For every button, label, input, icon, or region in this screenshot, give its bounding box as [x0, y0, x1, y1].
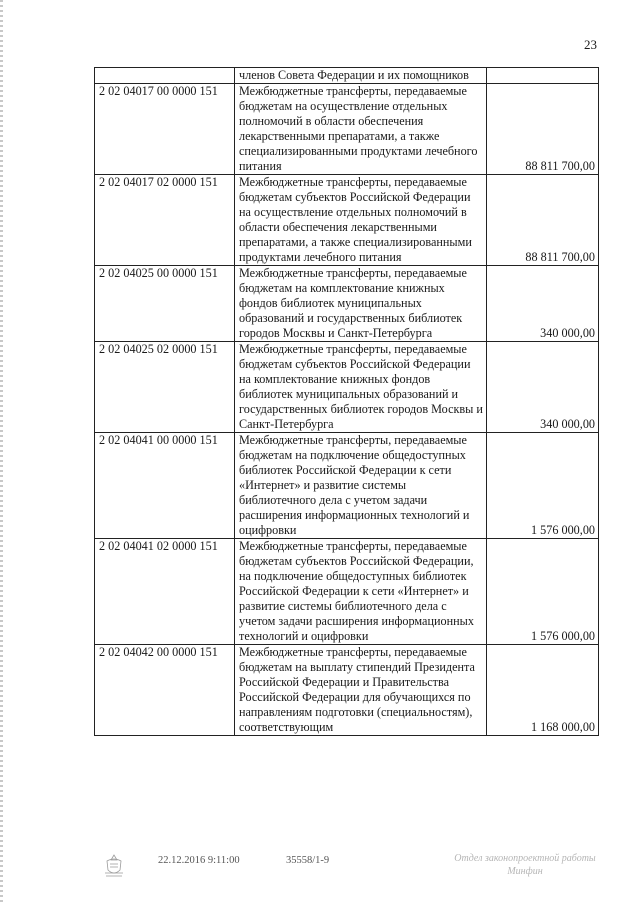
watermark-stamp [450, 852, 600, 878]
table-row [95, 175, 599, 266]
footer-doc-number: 35558/1-9 [286, 855, 330, 866]
table-row [95, 266, 599, 342]
amount-cell: 88 811 700,00 [487, 84, 599, 175]
budget-code-cell: 2 02 04042 00 0000 151 [95, 645, 235, 736]
description-cell: Межбюджетные трансферты, передаваемые бюджетам на подключение общедоступных библиотек Российской Федерации к сети «Интернет» и развитие системы библиотечного дела с учетом задачи расширения информационных технологий и оцифровки [235, 433, 487, 539]
description-cell: Межбюджетные трансферты, передаваемые бюджетам субъектов Российской Федерации, на подключение общедоступных библиотек Российской Федерации к сети «Интернет» и развитие системы библиотечного дела с учетом задачи расширения информационных технологий и оцифровки [235, 539, 487, 645]
budget-code-cell: 2 02 04017 00 0000 151 [95, 84, 235, 175]
page-number: 23 [584, 37, 597, 52]
description-cell: Межбюджетные трансферты, передаваемые бюджетам на комплектование книжных фондов библиотек муниципальных образований и государственных библиотек городов Москвы и Санкт-Петербурга [235, 266, 487, 342]
budget-code-cell: 2 02 04041 00 0000 151 [95, 433, 235, 539]
description-cell: Межбюджетные трансферты, передаваемые бюджетам на осуществление отдельных полномочий в области обеспечения лекарственными препаратами, а также специализированными продуктами лечебного питания [235, 84, 487, 175]
table-row [95, 84, 599, 175]
description-cell: Межбюджетные трансферты, передаваемые бюджетам на выплату стипендий Президента Российской Федерации и Правительства Российской Федерации для обучающихся по направлениям подготовки (специальностям), соответствующим [235, 645, 487, 736]
budget-code-cell: 2 02 04017 02 0000 151 [95, 175, 235, 266]
scan-edge [0, 0, 3, 905]
coat-of-arms-stamp [100, 852, 128, 880]
amount-cell [487, 68, 599, 84]
amount-cell: 340 000,00 [487, 342, 599, 433]
description-cell: Межбюджетные трансферты, передаваемые бюджетам субъектов Российской Федерации на осуществление отдельных полномочий в области обеспечения лекарственными препаратами, а также специализированными продуктами лечебного питания [235, 175, 487, 266]
footer-date: 22.12.2016 9:11:00 [158, 855, 240, 866]
budget-code-cell: 2 02 04025 02 0000 151 [95, 342, 235, 433]
table-row [95, 433, 599, 539]
description-cell: Межбюджетные трансферты, передаваемые бюджетам субъектов Российской Федерации на комплектование книжных фондов библиотек муниципальных образований и государственных библиотек городов Москвы и Санкт-Петербурга [235, 342, 487, 433]
amount-cell: 88 811 700,00 [487, 175, 599, 266]
budget-code-cell: 2 02 04041 02 0000 151 [95, 539, 235, 645]
table-row [95, 645, 599, 736]
budget-table [94, 67, 599, 736]
amount-cell: 1 576 000,00 [487, 433, 599, 539]
amount-cell: 1 576 000,00 [487, 539, 599, 645]
budget-code-cell: 2 02 04025 00 0000 151 [95, 266, 235, 342]
table-row [95, 539, 599, 645]
budget-code-cell [95, 68, 235, 84]
watermark-line-1: Отдел законопроектной работы [454, 853, 596, 864]
amount-cell: 340 000,00 [487, 266, 599, 342]
table-row [95, 68, 599, 84]
table-row [95, 342, 599, 433]
description-cell: членов Совета Федерации и их помощников [235, 68, 487, 84]
amount-cell: 1 168 000,00 [487, 645, 599, 736]
watermark-line-2: Минфин [507, 866, 543, 877]
